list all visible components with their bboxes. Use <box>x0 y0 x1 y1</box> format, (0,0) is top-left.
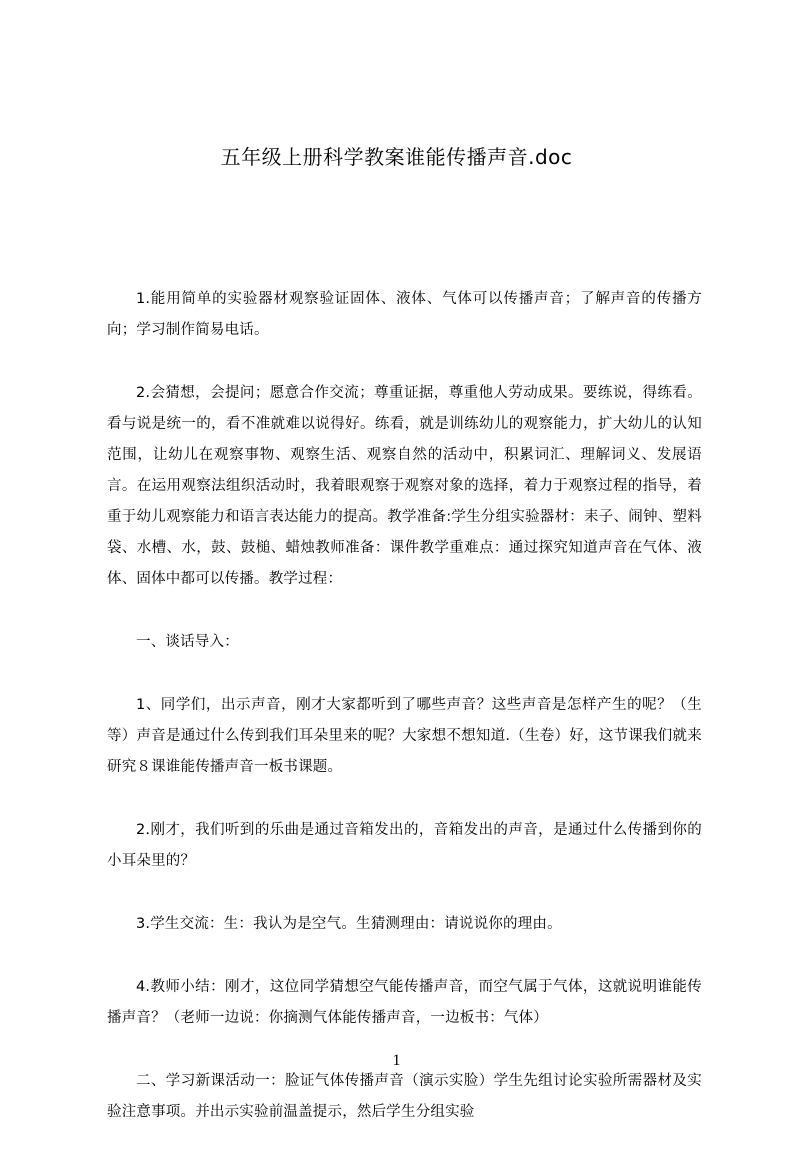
document-body <box>107 284 702 1160</box>
paragraph-intro-1: 1、同学们，出示声音，刚才大家都听到了哪些声音？这些声音是怎样产生的呢？（生等）声音是通过什么传到我们耳朵里来的呢？大家想不想知道.（生卷）好，这节课我们就来研究８课谁能传播声音一板书课题。 <box>107 697 702 775</box>
document-title: 五年级上册科学教案谁能传播声音.doc <box>220 145 573 169</box>
paragraph-objective-2: 2.会猜想，会提问；愿意合作交流；尊重证据，尊重他人劳动成果。要练说，得练看。看与说是统一的，看不准就难以说得好。练看，就是训练幼儿的观察能力，扩大幼儿的认知范围，让幼儿在观察事物、观察生活、观察自然的活动中，积累词汇、理解词义、发展语言。在运用观察法组织活动时，我着眼观察于观察对象的选择，着力于观察过程的指导，着重于幼儿观察能力和语言表达能力的提高。教学准备:学生分组实验器材：耒子、闹钟、塑料袋、水槽、水，鼓、鼓槌、蜡烛教师准备：课件教学重难点：通过探究知道声音在气体、液体、固体中都可以传播。教学过程： <box>107 385 702 587</box>
paragraph-objective-1: 1.能用简单的实验器材观察验证固体、液体、气体可以传播声音；了解声音的传播方向；学习制作简易电话。 <box>107 291 702 338</box>
paragraph-intro-2: 2.刚才，我们听到的乐曲是通过音箱发出的，音箱发出的声音，是通过什么传播到你的小耳朵里的？ <box>107 822 702 869</box>
page-number: 1 <box>392 1052 401 1069</box>
paragraph-intro-4: 4.教师小结：刚才，这位同学猜想空气能传播声音，而空气属于气体，这就说明谁能传播声音？（老师一边说：你摘测气体能传播声音，一边板书：气体） <box>107 979 702 1026</box>
section-heading-intro: 一、谈话导入： <box>136 634 239 650</box>
paragraph-activity-1: 二、学习新课活动一：脸证气体传播声音（演示实脸）学生先组讨论实验所需器材及实验注意事项。并出示实验前温盖提示，然后学生分组实验 <box>107 1073 702 1120</box>
paragraph-intro-3: 3.学生交流：生：我认为是空气。生猜测理由：请说说你的理由。 <box>136 916 562 932</box>
